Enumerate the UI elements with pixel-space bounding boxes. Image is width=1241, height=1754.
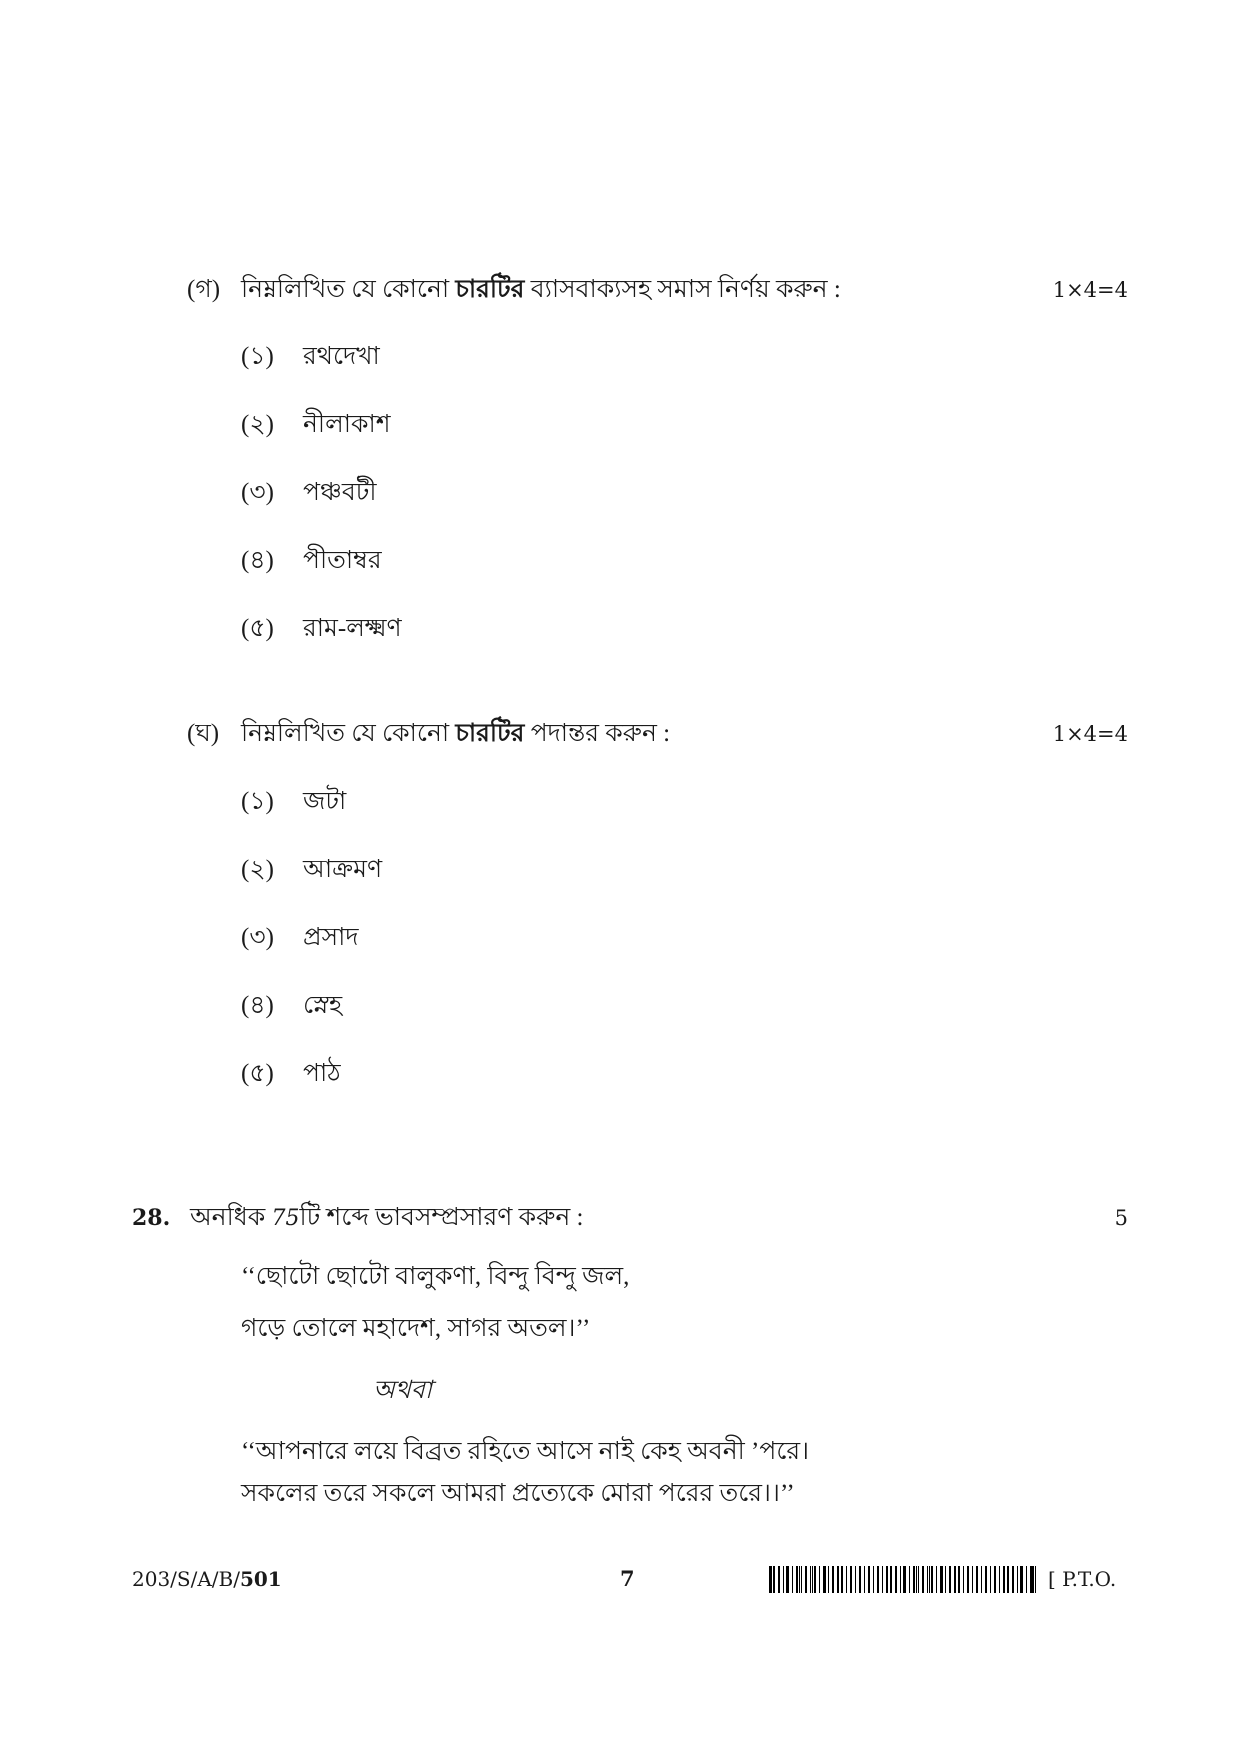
item-number: (১): [241, 788, 274, 815]
question-gha-item-4: [0, 990, 1241, 1022]
item-text: জটা: [303, 788, 347, 815]
quote-2-line-2: [0, 1478, 1241, 1510]
item-text: পীতাম্বর: [303, 547, 382, 574]
question-28-text-after: টি শব্দে ভাবসম্প্রসারণ করুন :: [299, 1204, 584, 1231]
question-28-number: 28.: [132, 1205, 171, 1231]
page-number: 7: [620, 1566, 635, 1591]
quote-line: গড়ে তোলে মহাদেশ, সাগর অতল।’’: [241, 1315, 591, 1342]
item-number: (২): [241, 856, 274, 883]
question-ga-marks: 1×4=4: [1052, 278, 1128, 302]
question-gha-item-1: [0, 786, 1241, 818]
question-gha-label: (ঘ): [187, 720, 220, 747]
question-28-word-limit: 75: [271, 1206, 300, 1231]
item-number: (২): [241, 411, 274, 438]
item-text: স্নেহ: [303, 992, 343, 1019]
question-gha-text-bold: চারটির: [455, 720, 525, 747]
item-text: পাঠ: [303, 1060, 341, 1087]
question-ga-item-2: [0, 409, 1241, 441]
question-gha-text: [241, 718, 670, 750]
please-turn-over: [ P.T.O.: [1048, 1567, 1117, 1591]
or-separator: [0, 1375, 1241, 1407]
quote-line: সকলের তরে সকলে আমরা প্রত্যেকে মোরা পরের তরে।।’’: [241, 1480, 795, 1507]
question-ga-label: (গ): [187, 276, 221, 303]
question-ga-item-5: [0, 613, 1241, 645]
paper-code-bold: 501: [239, 1567, 282, 1591]
question-gha-text-before: নিম্নলিখিত যে কোনো: [241, 720, 456, 747]
question-ga-text: [241, 274, 841, 306]
question-ga-text-before: নিম্নলিখিত যে কোনো: [241, 276, 456, 303]
item-number: (৩): [241, 924, 274, 951]
paper-code-prefix: 203/S/A/B/: [132, 1567, 240, 1591]
question-ga-item-1: [0, 341, 1241, 373]
item-text: পঞ্চবটী: [303, 479, 377, 506]
item-text: নীলাকাশ: [303, 411, 391, 438]
question-gha-marks: 1×4=4: [1052, 722, 1128, 746]
item-text: প্রসাদ: [303, 924, 359, 951]
paper-code: [132, 1563, 282, 1595]
question-28-text-before: অনধিক: [190, 1204, 272, 1231]
question-28-text: [190, 1202, 583, 1235]
quote-line: ‘‘আপনারে লয়ে বিব্রত রহিতে আসে নাই কেহ অবনী ’পরে।: [241, 1438, 810, 1465]
question-ga-item-3: [0, 477, 1241, 509]
question-ga-heading: [0, 274, 1241, 306]
question-ga-item-4: [0, 545, 1241, 577]
item-number: (১): [241, 343, 274, 370]
quote-2-line-1: [0, 1436, 1241, 1468]
question-ga-text-after: ব্যাসবাক্যসহ সমাস নির্ণয় করুন :: [524, 276, 841, 303]
item-text: রাম-লক্ষ্মণ: [303, 615, 402, 642]
barcode-image: [769, 1566, 1037, 1593]
question-gha-heading: [0, 718, 1241, 750]
page-footer: [0, 1563, 1241, 1595]
question-28-heading: [0, 1202, 1241, 1234]
question-gha-text-after: পদান্তর করুন :: [524, 720, 671, 747]
question-gha-item-2: [0, 854, 1241, 886]
question-28-marks: 5: [1114, 1206, 1128, 1230]
item-number: (৪): [241, 992, 274, 1019]
item-number: (৪): [241, 547, 274, 574]
quote-1-line-2: [0, 1313, 1241, 1345]
quote-line: ‘‘ছোটো ছোটো বালুকণা, বিন্দু বিন্দু জল,: [241, 1263, 630, 1290]
question-gha-item-3: [0, 922, 1241, 954]
item-number: (৫): [241, 615, 274, 642]
item-text: রথদেখা: [303, 343, 380, 370]
or-label: অথবা: [373, 1377, 433, 1404]
item-number: (৫): [241, 1060, 274, 1087]
question-gha-item-5: [0, 1058, 1241, 1090]
item-text: আক্রমণ: [303, 856, 383, 883]
item-number: (৩): [241, 479, 274, 506]
quote-1-line-1: [0, 1261, 1241, 1293]
question-ga-text-bold: চারটির: [455, 276, 525, 303]
